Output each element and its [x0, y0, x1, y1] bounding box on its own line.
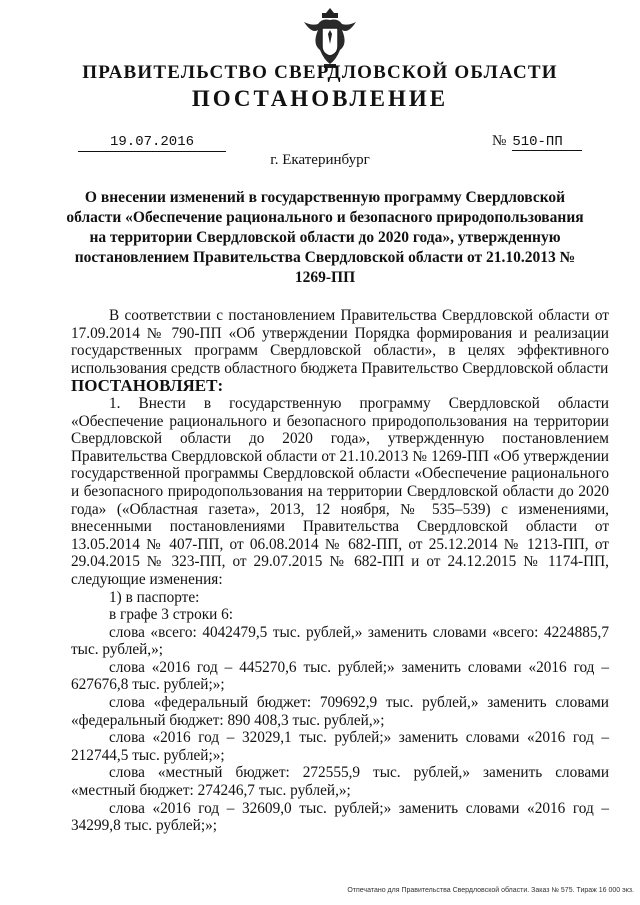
number-label: №	[492, 133, 507, 149]
city: г. Екатеринбург	[270, 152, 370, 168]
change-item: слова «местный бюджет: 272555,9 тыс. рублей,» заменить словами «местный бюджет: 274246,7 тыс. рублей,»;	[71, 764, 609, 800]
government-name: ПРАВИТЕЛЬСТВО СВЕРДЛОВСКОЙ ОБЛАСТИ	[82, 62, 558, 83]
document-date: 19.07.2016	[78, 134, 226, 152]
document-number	[492, 133, 582, 151]
preamble: В соответствии с постановлением Правительства Свердловской области от 17.09.2014 № 790-ПП «Об утверждении Порядка формирования и реализации государственных программ Свердловской области», в целях эффективного использования средств областного бюджета Правительство Свердловской области	[71, 307, 609, 377]
change-item: слова «2016 год – 32609,0 тыс. рублей;» заменить словами «2016 год – 34299,8 тыс. рублей;»;	[71, 799, 609, 835]
change-item: слова «2016 год – 445270,6 тыс. рублей;» заменить словами «2016 год – 627676,8 тыс. рублей;»;	[71, 658, 609, 694]
document-body	[71, 307, 609, 835]
change-item: слова «всего: 4042479,5 тыс. рублей,» заменить словами «всего: 4224885,7 тыс. рублей,»;	[71, 623, 609, 659]
number-value: 510-ПП	[512, 134, 582, 151]
print-footer: Отпечатано для Правительства Свердловской области. Заказ № 575. Тираж 16 000 экз.	[347, 887, 634, 894]
change-item: слова «2016 год – 32029,1 тыс. рублей;» заменить словами «2016 год – 212744,5 тыс. рублей;»;	[71, 729, 609, 764]
change-item: слова «федеральный бюджет: 709692,9 тыс. рублей,» заменить словами «федеральный бюджет: 890 408,3 тыс. рублей,»;	[71, 694, 609, 729]
item-1: 1. Внести в государственную программу Свердловской области «Обеспечение рационального и безопасного природопользования на территории Свердловской области до 2020 года», утвержденную постановлением Правительства Свердловской области от 21.10.2013 № 1269-ПП «Об утверждении государственной программы Свердловской области «Обеспечение рационального и безопасного природопользования на территории Свердловской области до 2020 года» («Областная газета», 2013, 12 ноября, № 535–539) с изменениями, внесенными постановлениями Правительства Свердловской области от 13.05.2014 № 407-ПП, от 06.08.2014 № 682-ПП, от 25.12.2014 № 1213-ПП, от 29.04.2015 № 323-ПП, от 29.07.2015 № 682-ПП и от 24.12.2015 № 1174-ПП, следующие изменения:	[71, 394, 609, 588]
subitem-passport: 1) в паспорте:	[109, 588, 200, 606]
document-type: ПОСТАНОВЛЕНИЕ	[191, 86, 449, 111]
coat-of-arms-icon	[298, 4, 362, 70]
document-title: О внесении изменений в государственную программу Свердловской области «Обеспечение рационального и безопасного природопользования на территории Свердловской области до 2020 года», утвержденную постановлением Правительства Свердловской области от 21.10.2013 № 1269-ПП	[66, 189, 584, 286]
resolves: ПОСТАНОВЛЯЕТ:	[71, 376, 224, 396]
subitem-column: в графе 3 строки 6:	[109, 606, 234, 624]
